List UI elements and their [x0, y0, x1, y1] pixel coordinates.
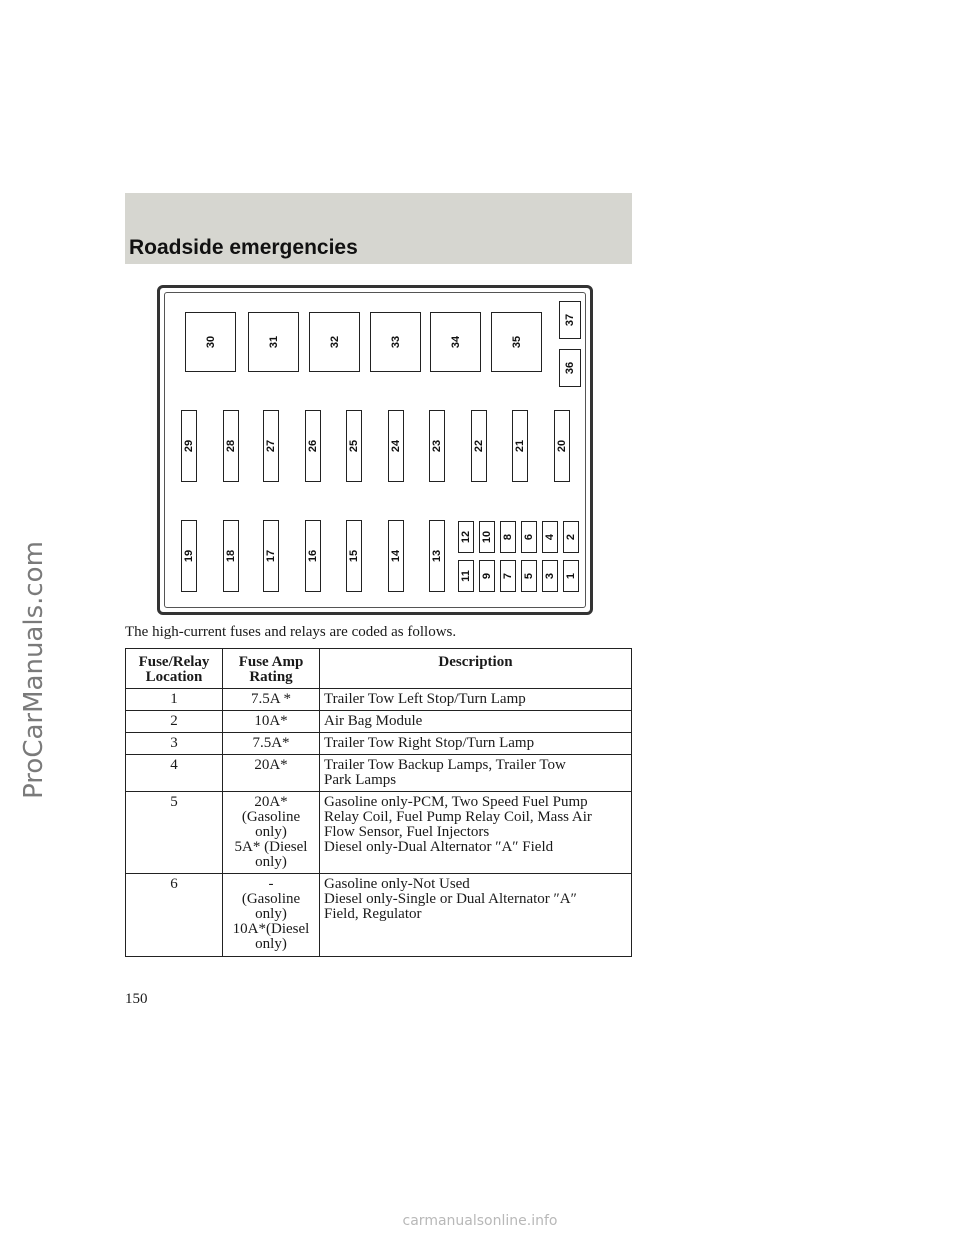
fuse-label: 8: [502, 533, 514, 541]
fuse-label: 13: [431, 549, 443, 563]
side-watermark: ProCarManuals.com: [19, 541, 49, 799]
fuse-label: 9: [481, 572, 493, 580]
page-number: 150: [125, 991, 148, 1007]
cell-amp: - (Gasoline only) 10A*(Diesel only): [223, 874, 320, 957]
fuse-slot: [346, 520, 362, 592]
fuse-label: 1: [565, 572, 577, 580]
header-description: Description: [320, 649, 632, 689]
fuse-label: 5: [523, 572, 535, 580]
mini-fuse-slot: [521, 521, 537, 553]
cell-description: Trailer Tow Right Stop/Turn Lamp: [320, 733, 632, 755]
fuse-label: 17: [265, 549, 277, 563]
fuse-label: 20: [556, 439, 568, 453]
fuse-slot: [305, 410, 321, 482]
cell-description: Gasoline only-PCM, Two Speed Fuel Pump Relay Coil, Fuel Pump Relay Coil, Mass Air Flow Sensor, Fuel Injectors Diesel only-Dual Alternator ″A″ Field: [320, 792, 632, 874]
mini-fuse-slot: [500, 521, 516, 553]
fuse-slot: [512, 410, 528, 482]
mini-fuse-slot: [542, 560, 558, 592]
header-amp-rating: Fuse Amp Rating: [223, 649, 320, 689]
mini-fuse-slot: [542, 521, 558, 553]
header-location: Fuse/Relay Location: [126, 649, 223, 689]
intro-text: The high-current fuses and relays are coded as follows.: [125, 624, 457, 640]
fuse-label: 12: [460, 530, 472, 544]
fuse-box-diagram: [157, 285, 593, 615]
mini-fuse-slot: [563, 521, 579, 553]
mini-fuse-slot: [521, 560, 537, 592]
table-row: [126, 755, 632, 792]
fuse-slot: [471, 410, 487, 482]
fuse-slot: [223, 410, 239, 482]
cell-location: 5: [126, 792, 223, 874]
cell-location: 2: [126, 711, 223, 733]
fuse-label: 28: [225, 439, 237, 453]
fuse-label: 37: [564, 313, 576, 327]
fuse-label: 7: [502, 572, 514, 580]
fuse-label: 14: [390, 549, 402, 563]
mini-fuse-slot: [563, 560, 579, 592]
fuse-label: 34: [449, 335, 462, 349]
fuse-slot: [181, 520, 197, 592]
fuse-label: 11: [460, 570, 472, 582]
fuse-label: 33: [389, 335, 402, 349]
mini-fuse-slot: [479, 560, 495, 592]
fuse-label: 10: [481, 530, 493, 544]
relay-box: [430, 312, 481, 372]
fuse-label: 6: [523, 533, 535, 541]
fuse-slot: [181, 410, 197, 482]
fuse-label: 35: [510, 335, 523, 349]
fuse-label: 25: [348, 439, 360, 453]
footer-watermark: carmanualsonline.info: [402, 1213, 558, 1229]
fuse-label: 24: [390, 439, 402, 453]
fuse-slot: [429, 520, 445, 592]
table-row: [126, 874, 632, 957]
fuse-label: 18: [225, 549, 237, 563]
fuse-label: 19: [183, 549, 195, 563]
fuse-label: 15: [348, 549, 360, 563]
fuse-label: 22: [473, 439, 485, 453]
table-row: [126, 733, 632, 755]
fuse-slot: [554, 410, 570, 482]
fuse-label: 27: [265, 439, 277, 453]
fuse-table: [125, 648, 632, 957]
cell-amp: 7.5A *: [223, 689, 320, 711]
cell-description: Trailer Tow Backup Lamps, Trailer Tow Park Lamps: [320, 755, 632, 792]
table-row: [126, 711, 632, 733]
cell-location: 6: [126, 874, 223, 957]
fuse-label: 26: [307, 439, 319, 453]
table-row: [126, 689, 632, 711]
fuse-label: 30: [204, 335, 217, 349]
cell-description: Trailer Tow Left Stop/Turn Lamp: [320, 689, 632, 711]
cell-amp: 7.5A*: [223, 733, 320, 755]
mini-fuse-slot: [500, 560, 516, 592]
fuse-slot: [429, 410, 445, 482]
mini-fuse-slot: [479, 521, 495, 553]
relay-box: [491, 312, 542, 372]
fuse-slot: [346, 410, 362, 482]
section-title: Roadside emergencies: [129, 236, 358, 259]
fuse-label: 23: [431, 439, 443, 453]
cell-description: Air Bag Module: [320, 711, 632, 733]
cell-location: 1: [126, 689, 223, 711]
mini-fuse-slot: [458, 521, 474, 553]
fuse-slot: [305, 520, 321, 592]
relay-box: [248, 312, 299, 372]
relay-box: [370, 312, 421, 372]
fuse-slot: [263, 520, 279, 592]
fuse-label: 21: [514, 439, 526, 453]
fuse-slot: [388, 410, 404, 482]
fuse-label: 36: [564, 361, 576, 375]
relay-box: [185, 312, 236, 372]
cell-location: 4: [126, 755, 223, 792]
mini-fuse-slot: [458, 560, 474, 592]
fuse-slot: [223, 520, 239, 592]
fuse-label: 2: [565, 533, 577, 541]
small-relay-box: [559, 349, 581, 387]
relay-box: [309, 312, 360, 372]
small-relay-box: [559, 301, 581, 339]
fuse-slot: [388, 520, 404, 592]
cell-amp: 10A*: [223, 711, 320, 733]
fuse-label: 3: [544, 572, 556, 580]
fuse-label: 31: [267, 335, 280, 349]
section-header: [125, 193, 632, 264]
cell-amp: 20A* (Gasoline only) 5A* (Diesel only): [223, 792, 320, 874]
fuse-slot: [263, 410, 279, 482]
fuse-label: 16: [307, 549, 319, 563]
cell-location: 3: [126, 733, 223, 755]
fuse-label: 32: [328, 335, 341, 349]
cell-description: Gasoline only-Not Used Diesel only-Single or Dual Alternator ″A″ Field, Regulator: [320, 874, 632, 957]
table-row: [126, 792, 632, 874]
fuse-label: 29: [183, 439, 195, 453]
cell-amp: 20A*: [223, 755, 320, 792]
fuse-label: 4: [544, 533, 556, 541]
table-header-row: [126, 649, 632, 689]
